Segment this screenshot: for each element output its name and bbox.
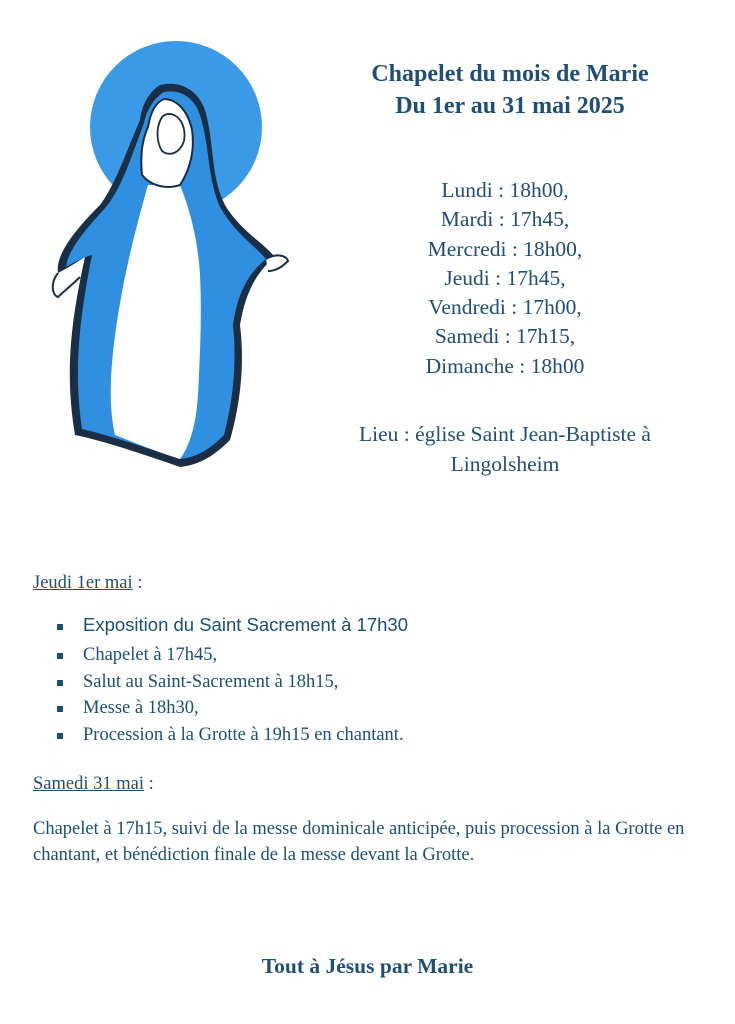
title-line-2: Du 1er au 31 mai 2025 xyxy=(395,93,625,119)
samedi-heading-colon: : xyxy=(143,774,154,794)
schedule-saturday: Samedi : 17h15, xyxy=(434,324,576,349)
location xyxy=(300,419,710,479)
list-item: Chapelet à 17h45, xyxy=(57,642,408,669)
samedi-heading xyxy=(33,774,154,795)
list-item: Procession à la Grotte à 19h15 en chantant. xyxy=(57,722,408,749)
left-hand xyxy=(53,273,80,297)
weekly-schedule xyxy=(340,176,670,381)
virgin-mary-illustration xyxy=(30,35,290,475)
schedule-friday: Vendredi : 17h00, xyxy=(428,295,582,320)
schedule-sunday: Dimanche : 18h00 xyxy=(425,353,585,378)
jeudi-heading xyxy=(33,573,142,594)
jeudi-event-list xyxy=(57,610,408,748)
face xyxy=(158,114,185,154)
location-line-1: Lieu : église Saint Jean-Baptiste à xyxy=(359,422,651,446)
closing-motto: Tout à Jésus par Marie xyxy=(261,954,474,978)
right-hand xyxy=(266,255,288,271)
samedi-description: Chapelet à 17h15, suivi de la messe dominicale anticipée, puis procession à la Grotte en chantant, et bénédiction finale de la messe devant la Grotte. xyxy=(33,819,685,865)
list-item: Messe à 18h30, xyxy=(57,695,408,722)
location-line-2: Lingolsheim xyxy=(450,452,560,476)
list-item: Exposition du Saint Sacrement à 17h30 xyxy=(57,610,408,640)
schedule-tuesday: Mardi : 17h45, xyxy=(440,207,570,232)
schedule-wednesday: Mercredi : 18h00, xyxy=(427,236,583,261)
samedi-heading-date: Samedi 31 mai xyxy=(33,774,144,794)
schedule-monday: Lundi : 18h00, xyxy=(441,178,569,202)
title-line-1: Chapelet du mois de Marie xyxy=(371,61,649,87)
jeudi-heading-date: Jeudi 1er mai xyxy=(33,573,133,593)
list-item: Salut au Saint-Sacrement à 18h15, xyxy=(57,669,408,696)
jeudi-heading-colon: : xyxy=(132,573,143,593)
schedule-thursday: Jeudi : 17h45, xyxy=(444,265,566,290)
